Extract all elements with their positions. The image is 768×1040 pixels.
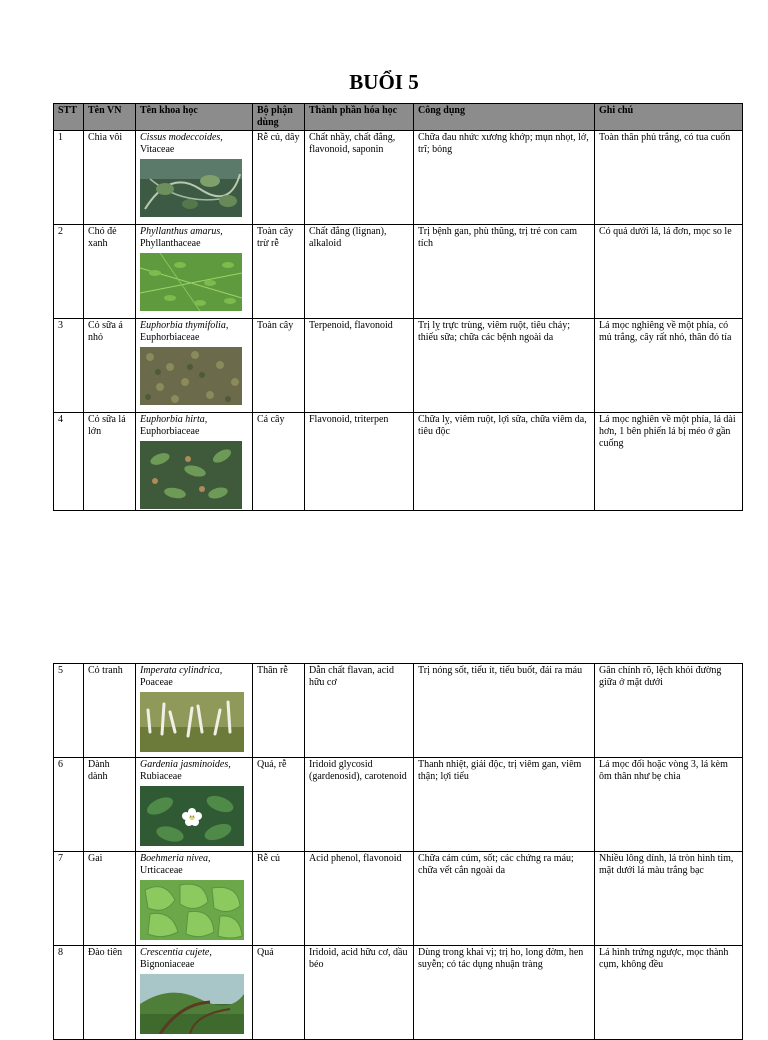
table-row (54, 413, 743, 511)
cell-ten-khoa-hoc (136, 319, 253, 413)
cell-thanh-phan: Iridoid glycosid (gardenosid), carotenoid (305, 758, 414, 852)
scientific-name: Imperata cylindrica, (140, 665, 223, 676)
cell-thanh-phan: Iridoid, acid hữu cơ, dầu béo (305, 946, 414, 1040)
table-row (54, 946, 743, 1040)
cell-ten-khoa-hoc (136, 131, 253, 225)
euphorbia-hirta-photo (140, 441, 242, 509)
scientific-name: Phyllanthus amarus, (140, 226, 223, 237)
cell-cong-dung: Thanh nhiệt, giải độc, trị viêm gan, viêm thận; lợi tiểu (414, 758, 595, 852)
scientific-name: Gardenia jasminoides, (140, 759, 231, 770)
cell-stt: 8 (54, 946, 84, 1040)
cell-ten-khoa-hoc (136, 225, 253, 319)
page-title: BUỔI 5 (349, 70, 419, 94)
header-stt: STT (54, 104, 84, 131)
euphorbia-thymifolia-photo (140, 347, 242, 405)
family-name: Rubiaceae (140, 771, 182, 782)
cell-bo-phan: Toàn cây (253, 319, 305, 413)
scientific-name: Crescentia cujete, (140, 947, 212, 958)
scientific-name: Cissus modeccoides, (140, 132, 223, 143)
cell-bo-phan: Quả, rễ (253, 758, 305, 852)
cell-ghi-chu: Nhiều lông dính, lá tròn hình tim, mặt dưới lá màu trắng bạc (595, 852, 743, 946)
table-row (54, 131, 743, 225)
cell-ghi-chu: Lá hình trứng ngược, mọc thành cụm, không đều (595, 946, 743, 1040)
cell-cong-dung: Chữa cảm cúm, sốt; các chứng ra máu; chữa vết cắn ngoài da (414, 852, 595, 946)
family-name: Bignoniaceae (140, 959, 195, 970)
cell-stt: 1 (54, 131, 84, 225)
cissus-photo (140, 159, 242, 217)
cell-ten-vn: Chìa vôi (84, 131, 136, 225)
cell-stt: 6 (54, 758, 84, 852)
cell-cong-dung: Trị lỵ trực trùng, viêm ruột, tiêu chảy; thiếu sữa; chữa các bệnh ngoài da (414, 319, 595, 413)
family-name: Urticaceae (140, 865, 183, 876)
table-row (54, 225, 743, 319)
cell-stt: 3 (54, 319, 84, 413)
table-header-row (54, 104, 743, 131)
cell-ten-khoa-hoc (136, 664, 253, 758)
cell-ten-vn: Cỏ sữa á nhỏ (84, 319, 136, 413)
cell-ten-vn: Cỏ sữa lá lớn (84, 413, 136, 511)
imperata-photo (140, 692, 244, 752)
header-bo-phan: Bộ phận dùng (253, 104, 305, 131)
cell-ten-khoa-hoc (136, 758, 253, 852)
scientific-name: Boehmeria nivea, (140, 853, 211, 864)
cell-cong-dung: Chữa lỵ, viêm ruột, lợi sữa, chữa viêm da, tiêu độc (414, 413, 595, 511)
cell-ghi-chu: Gân chính rõ, lệch khỏi đường giữa ở mặt dưới (595, 664, 743, 758)
cell-bo-phan: Thân rễ (253, 664, 305, 758)
cell-ghi-chu: Toàn thân phủ trắng, có tua cuốn (595, 131, 743, 225)
header-cong-dung: Công dụng (414, 104, 595, 131)
family-name: Euphorbiaceae (140, 332, 200, 343)
cell-ghi-chu: Lá mọc nghiên về một phía, lá dài hơn, 1 bên phiến lá bị méo ở gần cuống (595, 413, 743, 511)
cell-stt: 7 (54, 852, 84, 946)
table-row (54, 319, 743, 413)
cell-ten-khoa-hoc (136, 413, 253, 511)
cell-cong-dung: Chữa đau nhức xương khớp; mụn nhọt, lở, trĩ; bỏng (414, 131, 595, 225)
cell-stt: 4 (54, 413, 84, 511)
cell-ten-vn: Dành dành (84, 758, 136, 852)
table-row (54, 758, 743, 852)
cell-ten-vn: Gai (84, 852, 136, 946)
cell-ten-vn: Cỏ tranh (84, 664, 136, 758)
header-ten-vn: Tên VN (84, 104, 136, 131)
cell-thanh-phan: Acid phenol, flavonoid (305, 852, 414, 946)
cell-thanh-phan: Terpenoid, flavonoid (305, 319, 414, 413)
cell-ten-vn: Chó đẻ xanh (84, 225, 136, 319)
cell-bo-phan: Toàn cây trừ rễ (253, 225, 305, 319)
header-thanh-phan: Thành phần hóa học (305, 104, 414, 131)
phyllanthus-photo (140, 253, 242, 311)
family-name: Euphorbiaceae (140, 426, 200, 437)
cell-ten-khoa-hoc (136, 852, 253, 946)
cell-thanh-phan: Chất đắng (lignan), alkaloid (305, 225, 414, 319)
crescentia-photo (140, 974, 244, 1034)
cell-thanh-phan: Flavonoid, triterpen (305, 413, 414, 511)
cell-cong-dung: Dùng trong khai vị; trị ho, long đờm, hen suyễn; có tác dụng nhuận tràng (414, 946, 595, 1040)
cell-bo-phan: Cả cây (253, 413, 305, 511)
family-name: Vitaceae (140, 144, 175, 155)
cell-ghi-chu: Có quả dưới lá, lá đơn, mọc so le (595, 225, 743, 319)
scientific-name: Euphorbia hirta, (140, 414, 208, 425)
cell-cong-dung: Trị bệnh gan, phù thũng, trị trẻ con cam tích (414, 225, 595, 319)
cell-bo-phan: Rễ củ (253, 852, 305, 946)
cell-bo-phan: Quả (253, 946, 305, 1040)
gardenia-photo (140, 786, 244, 846)
cell-ten-khoa-hoc (136, 946, 253, 1040)
boehmeria-photo (140, 880, 244, 940)
cell-ghi-chu: Lá mọc đối hoặc vòng 3, lá kèm ôm thân như bẹ chìa (595, 758, 743, 852)
cell-ten-vn: Đào tiên (84, 946, 136, 1040)
family-name: Phyllanthaceae (140, 238, 201, 249)
cell-ghi-chu: Lá mọc nghiêng về một phía, có mủ trắng, cây rất nhỏ, thân đỏ tía (595, 319, 743, 413)
table-row (54, 664, 743, 758)
scientific-name: Euphorbia thymifolia, (140, 320, 229, 331)
cell-cong-dung: Trị nóng sốt, tiểu ít, tiểu buốt, đái ra máu (414, 664, 595, 758)
cell-stt: 2 (54, 225, 84, 319)
table-row (54, 852, 743, 946)
cell-thanh-phan: Dẫn chất flavan, acid hữu cơ (305, 664, 414, 758)
cell-bo-phan: Rễ củ, dây (253, 131, 305, 225)
header-ghi-chu: Ghi chú (595, 104, 743, 131)
herb-table-page2 (53, 663, 743, 1040)
cell-thanh-phan: Chất nhầy, chất đắng, flavonoid, saponin (305, 131, 414, 225)
herb-table-page1 (53, 103, 743, 511)
family-name: Poaceae (140, 677, 173, 688)
cell-stt: 5 (54, 664, 84, 758)
header-ten-khoa-hoc: Tên khoa học (136, 104, 253, 131)
